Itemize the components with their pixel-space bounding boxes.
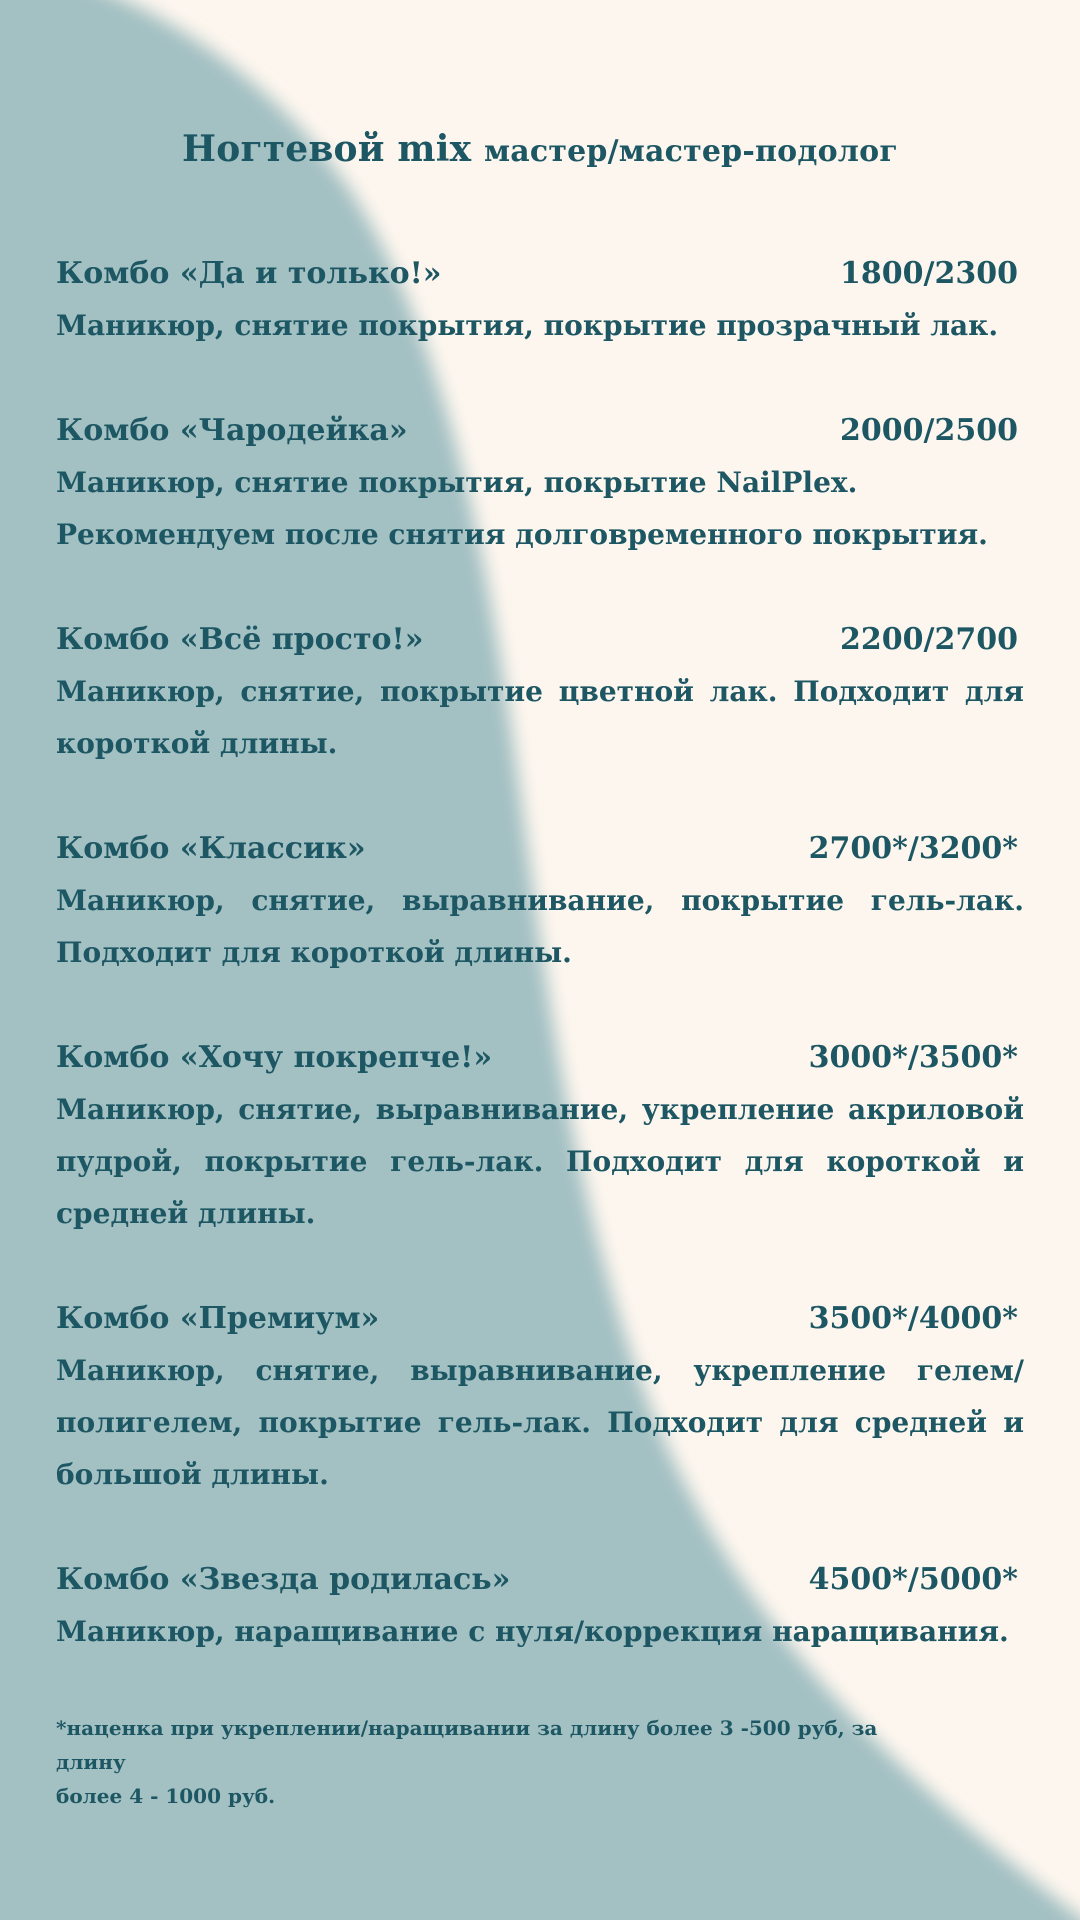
combo-recommendation: Рекомендуем после снятия долговременного покрытия. bbox=[56, 518, 988, 551]
combo-name: Комбо «Всё просто!» bbox=[56, 622, 424, 657]
title-subtitle: мастер/мастер-подолог bbox=[483, 134, 898, 169]
page-title bbox=[56, 128, 1024, 170]
combo-price: 2700*/3200* bbox=[808, 831, 1018, 866]
combo-item bbox=[56, 405, 1024, 561]
combo-item bbox=[56, 248, 1024, 352]
combo-name: Комбо «Чародейка» bbox=[56, 413, 408, 448]
combo-description: Маникюр, снятие, выравнивание, укрепление гелем/полигелем, покрытие гель-лак. Подходит для средней и большой длины. bbox=[56, 1354, 1024, 1491]
combo-price: 4500*/5000* bbox=[808, 1562, 1018, 1597]
combo-name: Комбо «Классик» bbox=[56, 831, 366, 866]
combo-item bbox=[56, 614, 1024, 770]
combo-description: Маникюр, снятие покрытия, покрытие NailPlex. bbox=[56, 466, 858, 499]
combo-item bbox=[56, 1032, 1024, 1240]
combo-price: 3000*/3500* bbox=[808, 1040, 1018, 1075]
footnote-line: *наценка при укреплении/наращивании за длину более 3 -500 руб, за длину bbox=[56, 1716, 878, 1774]
combo-item bbox=[56, 823, 1024, 979]
combo-description: Маникюр, снятие, выравнивание, покрытие гель-лак. Подходит для короткой длины. bbox=[56, 884, 1024, 969]
combo-name: Комбо «Хочу покрепче!» bbox=[56, 1040, 493, 1075]
combo-item bbox=[56, 1554, 1024, 1658]
combo-price: 2000/2500 bbox=[840, 413, 1018, 448]
combo-price: 2200/2700 bbox=[840, 622, 1018, 657]
combo-description: Маникюр, снятие, покрытие цветной лак. Подходит для короткой длины. bbox=[56, 675, 1024, 760]
footnote bbox=[56, 1711, 916, 1813]
combo-description: Маникюр, снятие, выравнивание, укрепление акриловой пудрой, покрытие гель-лак. Подходит для короткой и средней длины. bbox=[56, 1093, 1024, 1230]
menu-content bbox=[56, 0, 1024, 1920]
combo-name: Комбо «Премиум» bbox=[56, 1301, 380, 1336]
combo-description: Маникюр, наращивание с нуля/коррекция наращивания. bbox=[56, 1615, 1009, 1648]
title-main: Ногтевой mix bbox=[182, 128, 472, 170]
combo-description: Маникюр, снятие покрытия, покрытие прозрачный лак. bbox=[56, 309, 999, 342]
combo-price: 3500*/4000* bbox=[808, 1301, 1018, 1336]
footnote-line: более 4 - 1000 руб. bbox=[56, 1784, 276, 1808]
combo-name: Комбо «Звезда родилась» bbox=[56, 1562, 511, 1597]
combo-item bbox=[56, 1293, 1024, 1501]
combo-price: 1800/2300 bbox=[840, 256, 1018, 291]
combo-name: Комбо «Да и только!» bbox=[56, 256, 442, 291]
